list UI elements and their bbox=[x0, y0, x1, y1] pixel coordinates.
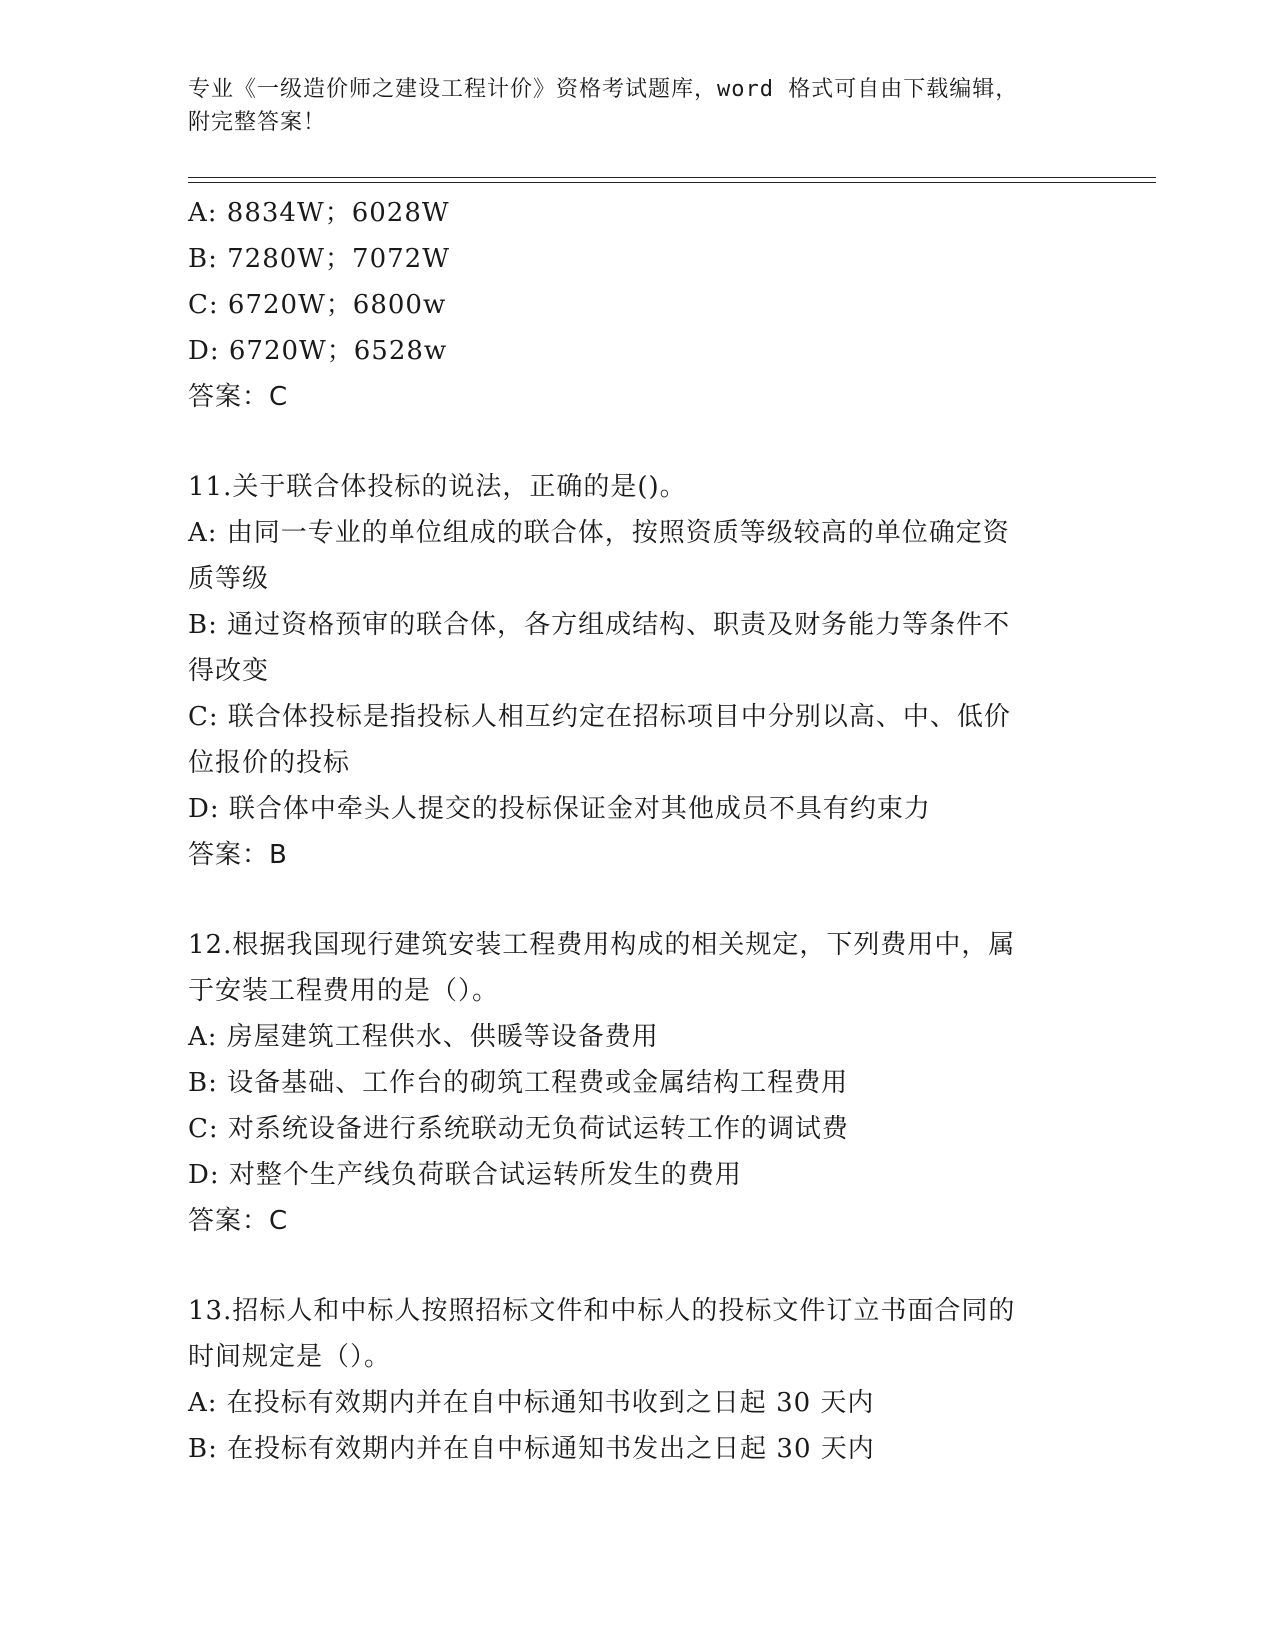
header-line-1: 专业《一级造价师之建设工程计价》资格考试题库，word 格式可自由下载编辑， bbox=[188, 77, 1019, 102]
question-stem-continued: 于安装工程费用的是（）。 bbox=[188, 976, 500, 1006]
option-b: B: 7280W；7072W bbox=[188, 244, 450, 274]
answer: 答案：B bbox=[188, 840, 288, 870]
option-c: C: 6720W；6800w bbox=[188, 290, 447, 320]
question-10-tail bbox=[188, 190, 1088, 420]
question-13 bbox=[188, 1288, 1088, 1472]
header-line-2: 附完整答案！ bbox=[188, 110, 327, 135]
option-a: A: 由同一专业的单位组成的联合体，按照资质等级较高的单位确定资 bbox=[188, 518, 1010, 548]
document-header bbox=[188, 73, 1088, 139]
answer: 答案：C bbox=[188, 382, 289, 412]
option-c: C: 联合体投标是指投标人相互约定在招标项目中分别以高、中、低价 bbox=[188, 702, 1011, 732]
option-b-continued: 得改变 bbox=[188, 656, 270, 686]
answer: 答案：C bbox=[188, 1206, 289, 1236]
header-divider-top bbox=[188, 177, 1156, 178]
document-body bbox=[188, 190, 1088, 1472]
question-stem-continued: 时间规定是（）。 bbox=[188, 1342, 392, 1372]
question-11 bbox=[188, 464, 1088, 878]
option-c-continued: 位报价的投标 bbox=[188, 748, 351, 778]
question-stem: 11.关于联合体投标的说法，正确的是()。 bbox=[188, 472, 687, 502]
header-divider-bottom bbox=[188, 182, 1156, 183]
option-d: D: 6720W；6528w bbox=[188, 336, 448, 366]
question-stem: 13.招标人和中标人按照招标文件和中标人的投标文件订立书面合同的 bbox=[188, 1296, 1016, 1326]
option-a-continued: 质等级 bbox=[188, 564, 270, 594]
option-b: B: 通过资格预审的联合体，各方组成结构、职责及财务能力等条件不 bbox=[188, 610, 1011, 640]
option-a: A: 房屋建筑工程供水、供暖等设备费用 bbox=[188, 1022, 659, 1052]
option-d: D: 联合体中牵头人提交的投标保证金对其他成员不具有约束力 bbox=[188, 794, 931, 824]
option-b: B: 设备基础、工作台的砌筑工程费或金属结构工程费用 bbox=[188, 1068, 849, 1098]
question-stem: 12.根据我国现行建筑安装工程费用构成的相关规定，下列费用中，属 bbox=[188, 930, 1016, 960]
option-a: A: 在投标有效期内并在自中标通知书收到之日起 30 天内 bbox=[188, 1388, 875, 1418]
option-a: A: 8834W；6028W bbox=[188, 198, 450, 228]
option-d: D: 对整个生产线负荷联合试运转所发生的费用 bbox=[188, 1160, 742, 1190]
question-12 bbox=[188, 922, 1088, 1244]
option-c: C: 对系统设备进行系统联动无负荷试运转工作的调试费 bbox=[188, 1114, 849, 1144]
option-b: B: 在投标有效期内并在自中标通知书发出之日起 30 天内 bbox=[188, 1434, 875, 1464]
